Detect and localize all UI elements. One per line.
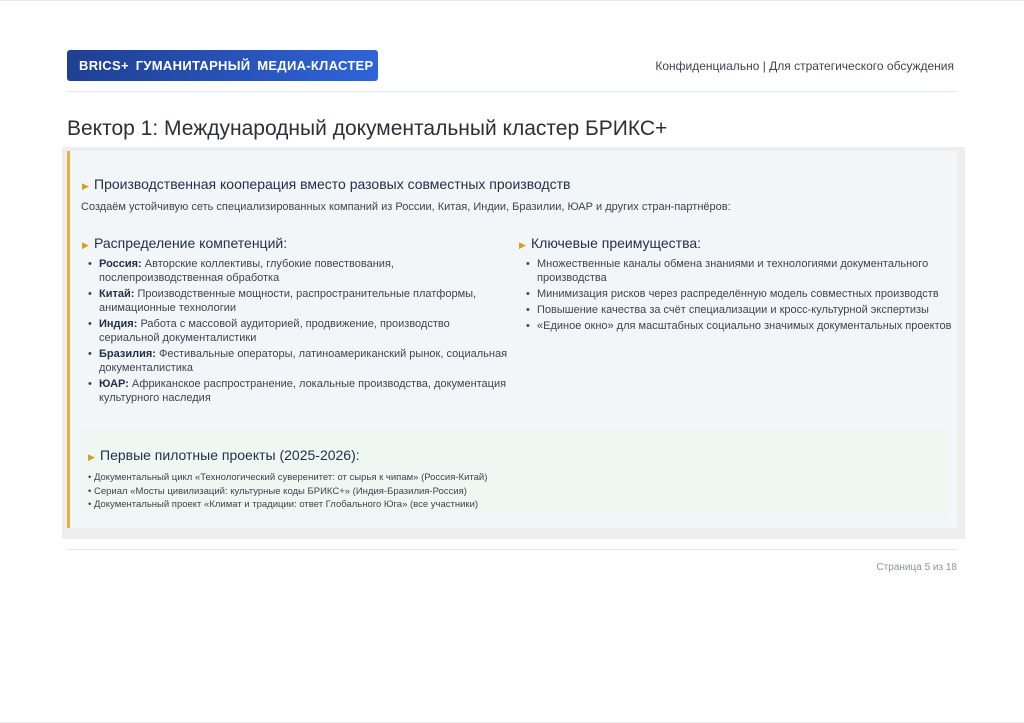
advantage-text: «Единое окно» для масштабных социально значимых документальных проектов	[537, 320, 952, 332]
bullet-dot-icon: •	[526, 258, 530, 270]
list-item	[523, 319, 953, 333]
list-item	[523, 287, 953, 301]
competency-text-cont: послепроизводственная обработка	[99, 272, 280, 284]
header-badge: BRICS+ ГУМАНИТАРНЫЙ МЕДИА-КЛАСТЕР	[67, 50, 378, 81]
confidentiality-note: Конфиденциально | Для стратегического обсуждения	[655, 59, 954, 73]
advantage-text: Минимизация рисков через распределённую модель совместных производств	[537, 288, 939, 300]
pilot-projects-heading	[88, 446, 360, 466]
bullet-dot-icon: •	[88, 258, 92, 270]
list-item	[85, 257, 515, 285]
bullet-dot-icon: •	[88, 318, 92, 330]
country-name: Индия:	[99, 318, 138, 330]
triangle-right-icon: ▶	[82, 181, 89, 191]
bullet-dot-icon: •	[526, 320, 530, 332]
competency-text-cont: анимационные технологии	[99, 302, 237, 314]
competency-text-cont: культурного наследия	[99, 392, 211, 404]
country-name: Бразилия:	[99, 348, 156, 360]
list-item	[85, 377, 515, 405]
pilot-projects-list	[88, 471, 487, 512]
pilot-item: • Документальный проект «Климат и традиции: ответ Глобального Юга» (все участники)	[88, 499, 479, 510]
advantage-text: Множественные каналы обмена знаниями и технологиями документального	[537, 258, 929, 270]
advantage-text: Повышение качества за счёт специализации и кросс-культурной экспертизы	[537, 304, 929, 316]
bullet-dot-icon: •	[88, 288, 92, 300]
list-item	[85, 347, 515, 375]
list-item	[523, 257, 953, 285]
competency-text: Фестивальные операторы, латиноамериканский рынок, социальная	[155, 348, 508, 360]
pilot-item: • Документальный цикл «Технологический суверенитет: от сырья к чипам» (Россия-Китай)	[88, 472, 488, 483]
competency-text-cont: сериальной документалистики	[99, 332, 257, 344]
triangle-right-icon: ▶	[519, 240, 526, 250]
header-divider	[67, 91, 957, 92]
competencies-list	[85, 257, 515, 407]
competency-text-cont: документалистика	[99, 362, 194, 374]
country-name: ЮАР:	[99, 378, 129, 390]
bullet-dot-icon: •	[526, 288, 530, 300]
page-number: Страница 5 из 18	[876, 562, 957, 573]
advantages-heading	[519, 234, 701, 254]
country-name: Россия:	[99, 258, 142, 270]
bullet-dot-icon: •	[88, 378, 92, 390]
pilot-projects-heading-text: Первые пилотные проекты (2025-2026):	[100, 447, 360, 463]
competency-text: Африканское распространение, локальные производства, документация	[128, 378, 507, 390]
bullet-dot-icon: •	[88, 348, 92, 360]
section-description: Создаём устойчивую сеть специализированных компаний из России, Китая, Индии, Бразилии, ЮАР и других стран-партнёров:	[81, 201, 731, 213]
list-item	[85, 287, 515, 315]
frame-top-line	[0, 0, 1024, 1]
competencies-heading	[82, 234, 287, 254]
triangle-right-icon: ▶	[82, 240, 89, 250]
footer-divider	[67, 549, 957, 550]
pilot-item: • Сериал «Мосты цивилизаций: культурные коды БРИКС+» (Индия-Бразилия-Россия)	[88, 485, 467, 497]
list-item	[523, 303, 953, 317]
competencies-heading-text: Распределение компетенций:	[94, 235, 288, 251]
section-heading-text: Производственная кооперация вместо разовых совместных производств	[94, 176, 571, 192]
advantages-heading-text: Ключевые преимущества:	[531, 235, 702, 251]
competency-text: Авторские коллективы, глубокие повествования,	[141, 258, 394, 270]
advantages-list	[523, 257, 953, 335]
country-name: Китай:	[99, 288, 135, 300]
triangle-right-icon: ▶	[88, 452, 95, 462]
advantage-text-cont: производства	[537, 272, 607, 284]
competency-text: Производственные мощности, распространительные платформы,	[134, 288, 477, 300]
bullet-dot-icon: •	[526, 304, 530, 316]
page-title: Вектор 1: Международный документальный кластер БРИКС+	[67, 117, 668, 140]
list-item	[85, 317, 515, 345]
competency-text: Работа с массовой аудиторией, продвижение, производство	[137, 318, 450, 330]
section-heading	[82, 175, 570, 195]
